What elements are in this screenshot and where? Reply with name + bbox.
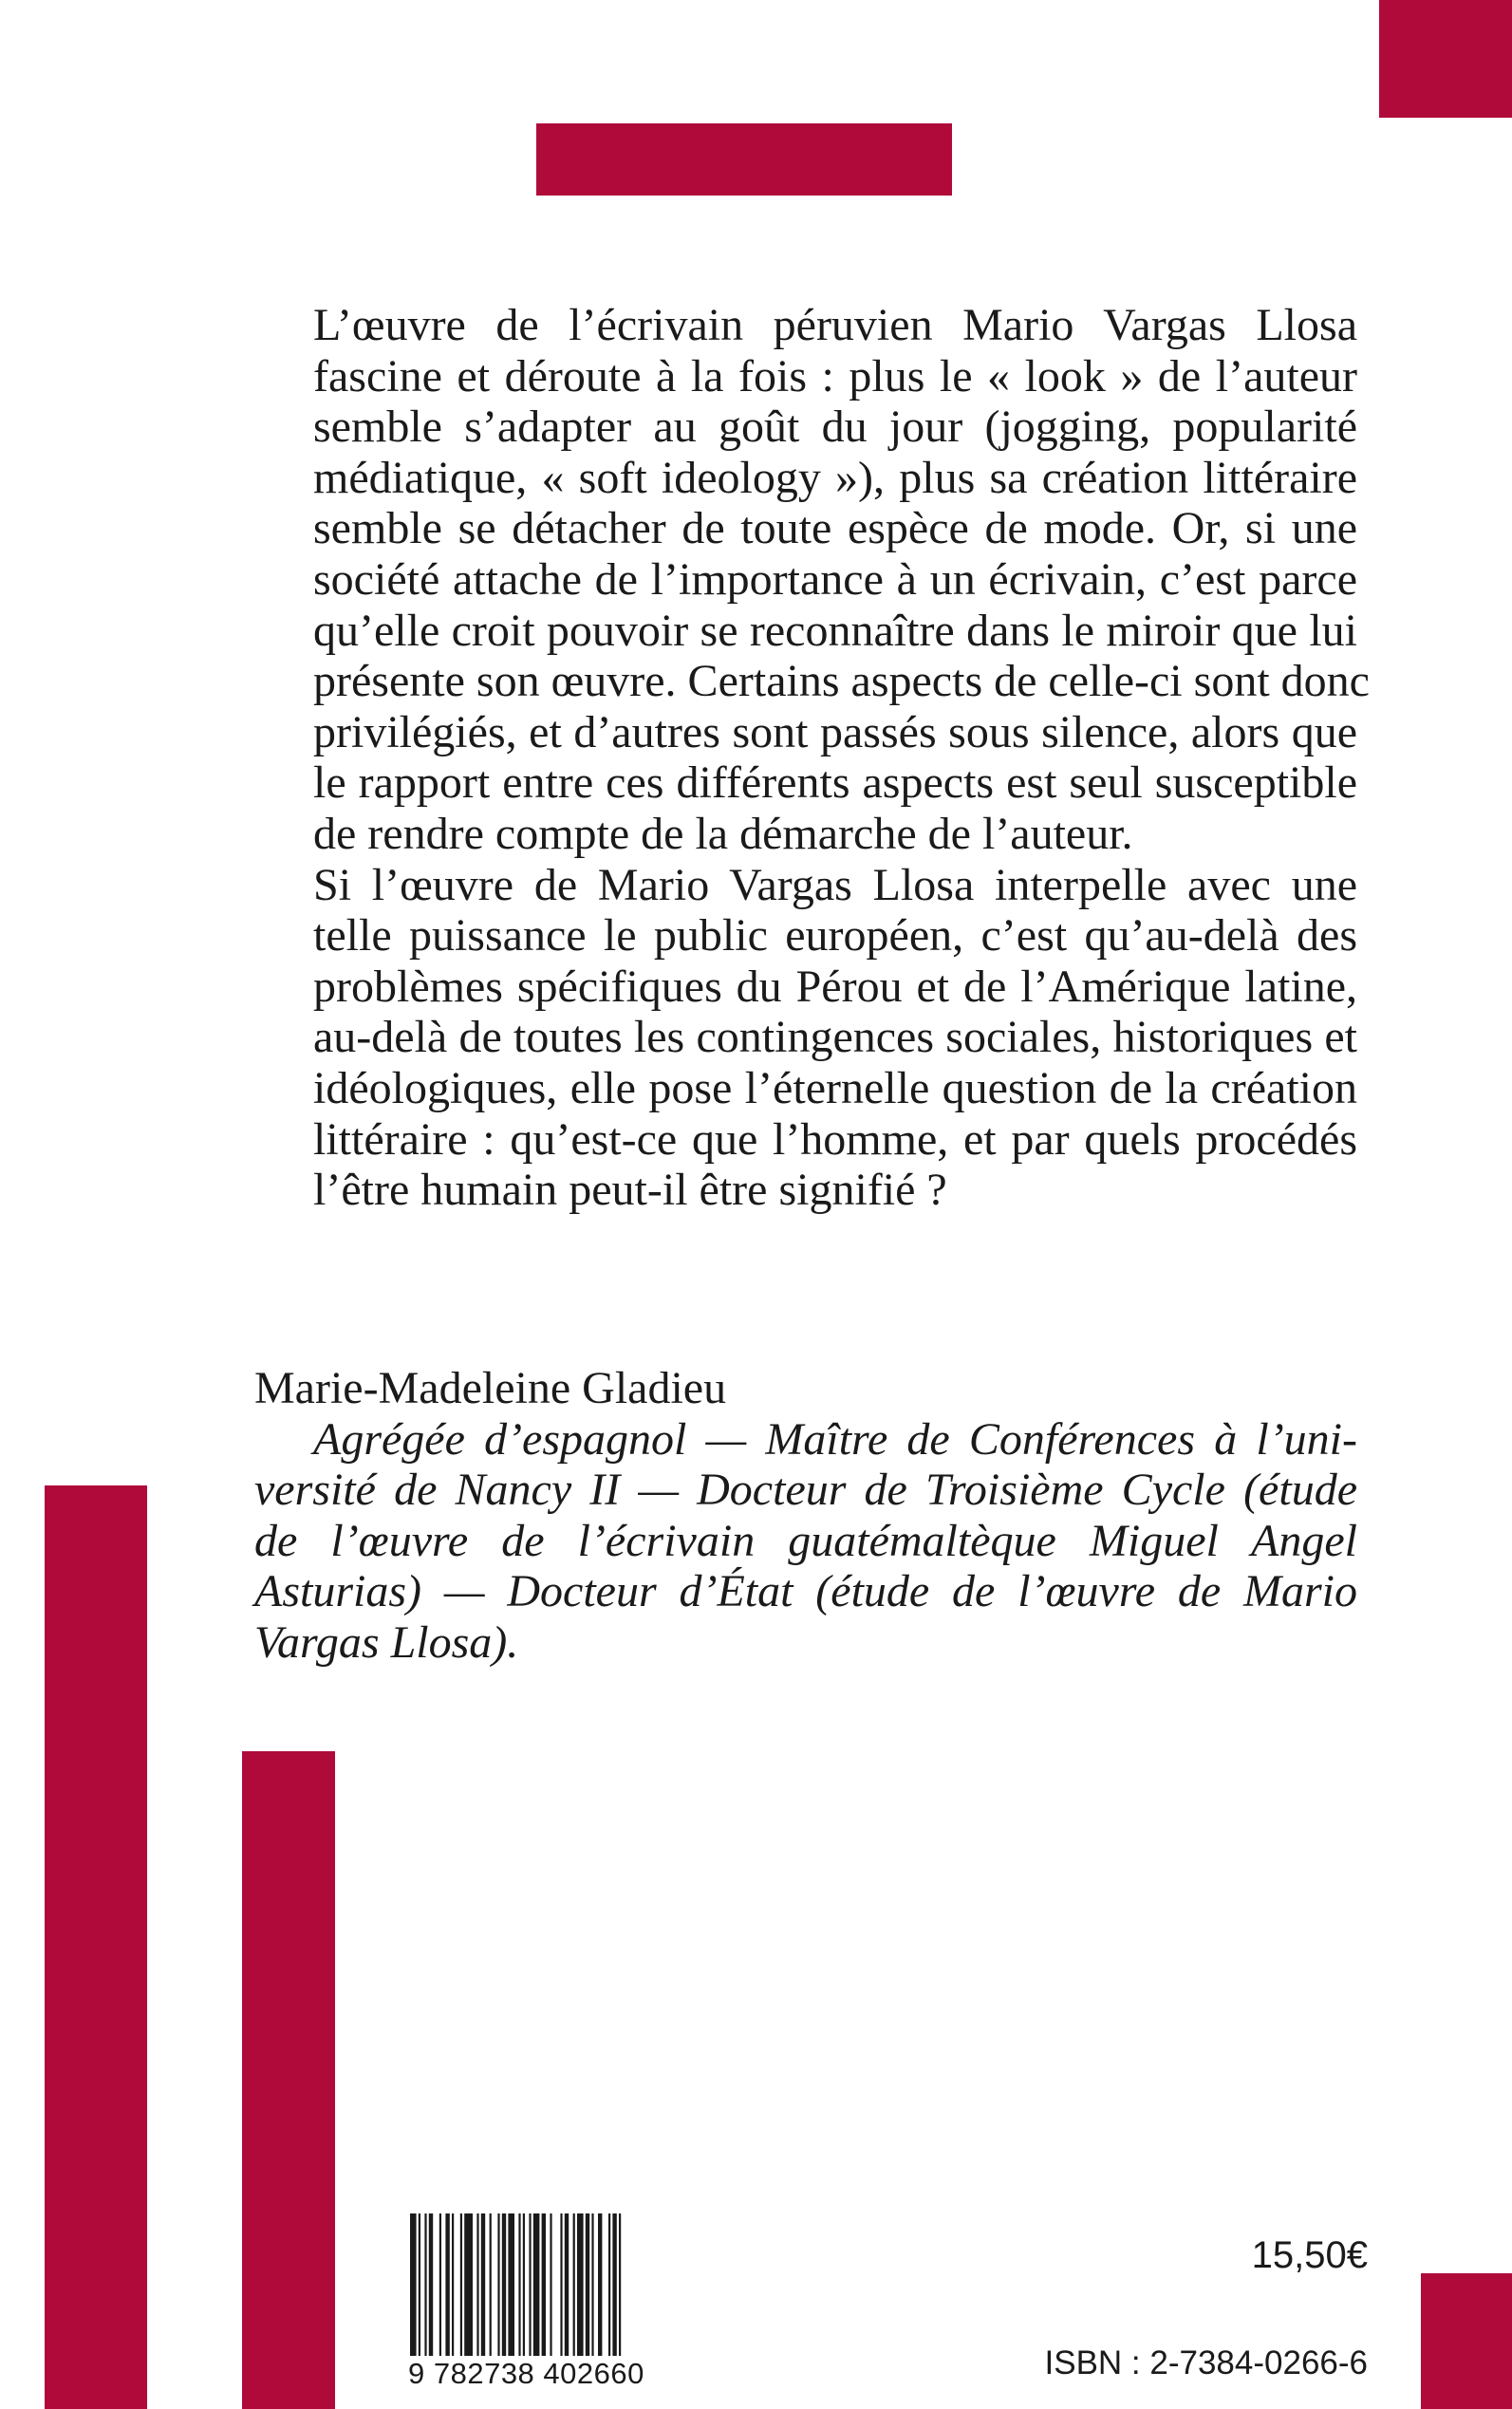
blurb-line: idéologiques, elle pose l’éternelle question de la création bbox=[313, 1062, 1357, 1113]
blurb-paragraph-2 bbox=[254, 860, 1357, 1216]
blurb-line: littéraire : qu’est-ce que l’homme, et par quels procédés bbox=[313, 1113, 1357, 1165]
barcode-bar bbox=[550, 2213, 551, 2356]
blurb-line: de rendre compte de la démarche de l’auteur. bbox=[313, 808, 1133, 859]
blurb-line: semble s’adapter au goût du jour (jogging, popularité bbox=[313, 402, 1357, 453]
author-bio-line: versité de Nancy II — Docteur de Troisième Cycle (étude bbox=[254, 1465, 1357, 1516]
blurb-line: L’œuvre de l’écrivain péruvien Mario Vargas Llosa bbox=[313, 300, 1357, 350]
decorative-bar-bottom-right bbox=[1421, 2273, 1512, 2409]
barcode-bar bbox=[419, 2213, 420, 2356]
barcode-bar bbox=[410, 2213, 417, 2356]
barcode-bar bbox=[612, 2213, 616, 2356]
barcode-bar bbox=[429, 2213, 433, 2356]
blurb-line: au-delà de toutes les contingences sociales, historiques et bbox=[313, 1012, 1357, 1063]
barcode-digits: 9 782738 402660 bbox=[408, 2357, 644, 2390]
barcode-bar bbox=[508, 2213, 514, 2356]
blurb-line: fascine et déroute à la fois : plus le « look » de l’auteur bbox=[313, 350, 1357, 402]
barcode-bar bbox=[452, 2213, 454, 2356]
barcode-bar bbox=[542, 2213, 546, 2356]
decorative-bar-left-tall bbox=[45, 1485, 147, 2409]
author-bio-line: Agrégée d’espagnol — Maître de Conférences à l’uni- bbox=[313, 1413, 1357, 1465]
barcode-bar bbox=[439, 2213, 441, 2356]
blurb-line: privilégiés, et d’autres sont passés sous silence, alors que bbox=[313, 706, 1357, 757]
barcode-bar bbox=[598, 2213, 602, 2356]
barcode-bar bbox=[560, 2213, 562, 2356]
author-bio-line: de l’œuvre de l’écrivain guatémaltèque Miguel Angel bbox=[254, 1515, 1357, 1566]
price-label: 15,50€ bbox=[1251, 2234, 1368, 2276]
author-block bbox=[254, 1363, 1357, 1669]
barcode-bar bbox=[445, 2213, 449, 2356]
blurb-line: problèmes spécifiques du Pérou et de l’Amérique latine, bbox=[313, 961, 1357, 1012]
blurb-line: médiatique, « soft ideology »), plus sa création littéraire bbox=[313, 452, 1357, 503]
barcode-bar bbox=[490, 2213, 492, 2356]
barcode-bar bbox=[577, 2213, 584, 2356]
blurb-line: présente son œuvre. Certains aspects de celle-ci sont donc bbox=[313, 656, 1370, 707]
blurb-line: qu’elle croit pouvoir se reconnaître dans le miroir que lui bbox=[313, 605, 1357, 656]
barcode-bar bbox=[502, 2213, 506, 2356]
blurb-line: le rapport entre ces différents aspects est seul susceptible bbox=[313, 757, 1357, 809]
decorative-bar-left-short bbox=[242, 1751, 335, 2409]
blurb-line: l’être humain peut-il être signifié ? bbox=[313, 1165, 947, 1216]
barcode-bar bbox=[533, 2213, 540, 2356]
blurb-paragraph-1 bbox=[254, 300, 1370, 860]
barcode-bar bbox=[460, 2213, 462, 2356]
blurb-line: Si l’œuvre de Mario Vargas Llosa interpelle avec une bbox=[313, 859, 1357, 910]
barcode-icon bbox=[408, 2213, 689, 2356]
barcode-bar bbox=[481, 2213, 485, 2356]
author-bio-line: Asturias) — Docteur d’État (étude de l’œuvre de Mario bbox=[254, 1566, 1357, 1617]
barcode-bar bbox=[476, 2213, 478, 2356]
barcode-bar bbox=[586, 2213, 589, 2356]
blurb-line: semble se détacher de toute espèce de mode. Or, si une bbox=[313, 503, 1357, 554]
barcode-bar bbox=[497, 2213, 499, 2356]
isbn-label: ISBN : 2-7384-0266-6 bbox=[1044, 2344, 1368, 2381]
author-bio bbox=[254, 1414, 1357, 1669]
blurb-line: telle puissance le public européen, c’est qu’au-delà des bbox=[313, 910, 1357, 962]
barcode-bar bbox=[573, 2213, 575, 2356]
barcode-bar bbox=[608, 2213, 610, 2356]
author-name: Marie-Madeleine Gladieu bbox=[254, 1363, 727, 1413]
barcode-bar bbox=[565, 2213, 569, 2356]
barcode-bar bbox=[619, 2213, 621, 2356]
barcode-bar bbox=[424, 2213, 426, 2356]
blurb-line: société attache de l’importance à un écrivain, c’est parce bbox=[313, 553, 1357, 605]
barcode-bar bbox=[518, 2213, 520, 2356]
barcode-bar bbox=[591, 2213, 593, 2356]
barcode-bar bbox=[464, 2213, 473, 2356]
barcode-bar bbox=[529, 2213, 531, 2356]
author-bio-line: Vargas Llosa). bbox=[254, 1616, 519, 1668]
back-cover-blurb bbox=[254, 300, 1370, 1216]
barcode-bar bbox=[523, 2213, 525, 2356]
decorative-bar-top-right bbox=[1379, 0, 1512, 118]
decorative-bar-top-center bbox=[536, 123, 952, 196]
